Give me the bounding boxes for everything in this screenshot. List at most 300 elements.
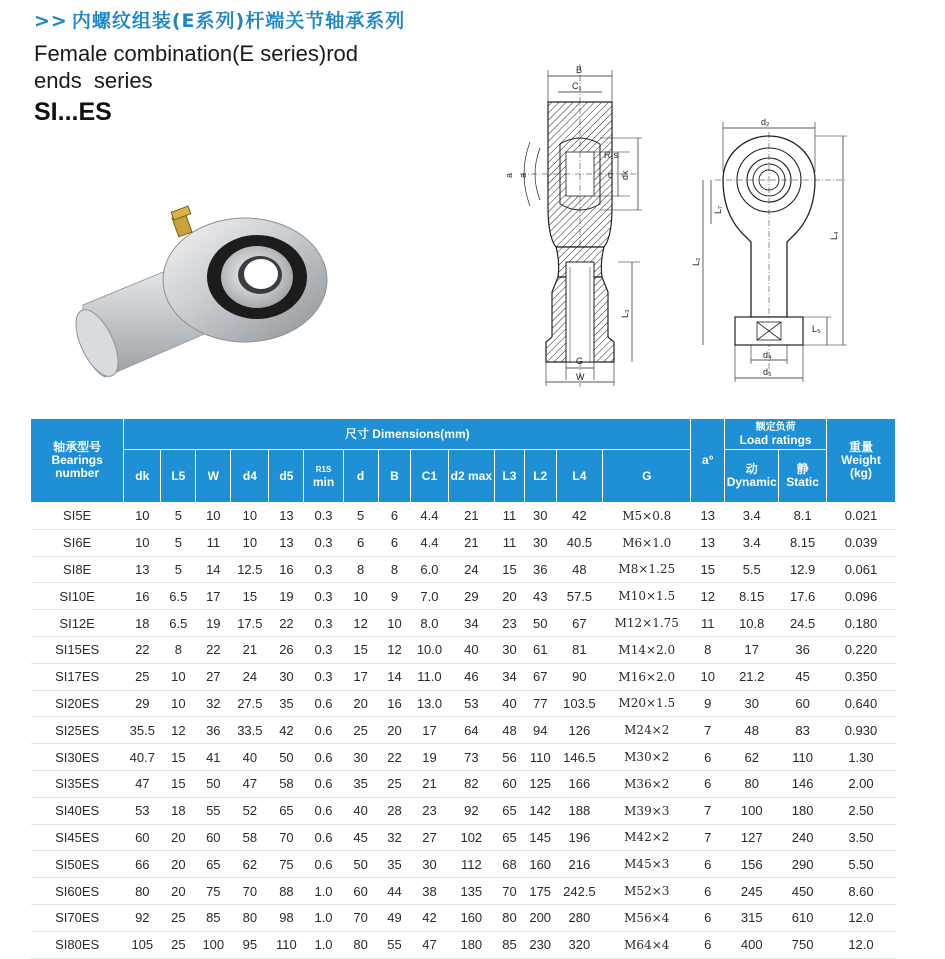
cell-a: 7 [691, 797, 725, 824]
cell-B: 35 [378, 851, 411, 878]
cell-bearing-number: SI17ES [31, 663, 124, 690]
cell-d4: 58 [231, 824, 269, 851]
cell-d4: 27.5 [231, 690, 269, 717]
cell-C1: 30 [411, 851, 448, 878]
cell-weight: 0.180 [826, 610, 895, 637]
cell-L5: 6.5 [161, 583, 196, 610]
cell-d5: 22 [269, 610, 304, 637]
cell-W: 22 [196, 636, 231, 663]
cell-W: 32 [196, 690, 231, 717]
cell-d: 12 [343, 610, 378, 637]
cell-L4: 126 [556, 717, 603, 744]
cell-bearing-number: SI50ES [31, 851, 124, 878]
cell-d5: 70 [269, 824, 304, 851]
cell-L4: 81 [556, 636, 603, 663]
cell-W: 17 [196, 583, 231, 610]
label-d: d [608, 170, 614, 180]
cell-dynamic: 400 [725, 931, 779, 958]
cell-B: 9 [378, 583, 411, 610]
header-G: G [603, 450, 691, 503]
label-L5: L₅ [812, 324, 821, 334]
header-C1: C1 [411, 450, 448, 503]
cell-weight: 0.021 [826, 503, 895, 530]
cell-L3: 85 [495, 931, 525, 958]
cell-weight: 0.096 [826, 583, 895, 610]
cell-L3: 68 [495, 851, 525, 878]
cell-d5: 98 [269, 904, 304, 931]
cell-L2: 50 [524, 610, 556, 637]
cell-L5: 20 [161, 851, 196, 878]
cell-L5: 10 [161, 663, 196, 690]
cell-r1s-min: 0.3 [304, 663, 343, 690]
cell-d4: 80 [231, 904, 269, 931]
cell-W: 85 [196, 904, 231, 931]
cell-C1: 27 [411, 824, 448, 851]
cell-static: 45 [779, 663, 827, 690]
cell-L3: 15 [495, 556, 525, 583]
header-d2max: d2 max [448, 450, 495, 503]
cell-L2: 67 [524, 663, 556, 690]
cell-a: 13 [691, 503, 725, 530]
cell-dynamic: 48 [725, 717, 779, 744]
cell-static: 146 [779, 770, 827, 797]
cell-C1: 19 [411, 744, 448, 771]
cell-r1s-min: 0.6 [304, 824, 343, 851]
cell-d2max: 102 [448, 824, 495, 851]
cell-dk: 60 [124, 824, 161, 851]
cell-C1: 4.4 [411, 503, 448, 530]
cell-L2: 30 [524, 529, 556, 556]
cell-a: 12 [691, 583, 725, 610]
table-row [31, 583, 896, 610]
cell-bearing-number: SI35ES [31, 770, 124, 797]
header-L3: L3 [495, 450, 525, 503]
cell-d4: 21 [231, 636, 269, 663]
cell-d2max: 34 [448, 610, 495, 637]
cell-dk: 105 [124, 931, 161, 958]
cell-bearing-number: SI12E [31, 610, 124, 637]
cell-d4: 17.5 [231, 610, 269, 637]
cell-r1s-min: 1.0 [304, 878, 343, 905]
cell-d4: 70 [231, 878, 269, 905]
cell-r1s-min: 0.6 [304, 851, 343, 878]
cell-L4: 42 [556, 503, 603, 530]
cell-L5: 18 [161, 797, 196, 824]
cell-d: 60 [343, 878, 378, 905]
label-L7: L₇ [713, 205, 723, 214]
cell-dynamic: 10.8 [725, 610, 779, 637]
cell-bearing-number: SI30ES [31, 744, 124, 771]
cell-bearing-number: SI10E [31, 583, 124, 610]
cell-W: 11 [196, 529, 231, 556]
cell-C1: 11.0 [411, 663, 448, 690]
cell-d4: 10 [231, 529, 269, 556]
cell-bearing-number: SI80ES [31, 931, 124, 958]
cell-dynamic: 8.15 [725, 583, 779, 610]
cell-d: 8 [343, 556, 378, 583]
cell-d: 5 [343, 503, 378, 530]
cell-static: 240 [779, 824, 827, 851]
cell-L4: 103.5 [556, 690, 603, 717]
cell-W: 27 [196, 663, 231, 690]
cell-d: 20 [343, 690, 378, 717]
cell-bearing-number: SI6E [31, 529, 124, 556]
cell-G: M24×2 [603, 717, 691, 744]
table-row [31, 610, 896, 637]
cell-L4: 320 [556, 931, 603, 958]
table-row [31, 797, 896, 824]
cell-C1: 6.0 [411, 556, 448, 583]
table-row [31, 556, 896, 583]
cell-d2max: 73 [448, 744, 495, 771]
cell-L4: 57.5 [556, 583, 603, 610]
header-static [779, 450, 827, 503]
cell-L2: 110 [524, 744, 556, 771]
header-dynamic [725, 450, 779, 503]
table-row [31, 717, 896, 744]
title-english-line1: Female combination(E series)rod [34, 41, 359, 66]
cell-static: 290 [779, 851, 827, 878]
cell-d4: 52 [231, 797, 269, 824]
cell-L2: 200 [524, 904, 556, 931]
cell-dynamic: 17 [725, 636, 779, 663]
cell-d2max: 112 [448, 851, 495, 878]
cell-d: 50 [343, 851, 378, 878]
cell-dk: 53 [124, 797, 161, 824]
label-d4: d₄ [763, 350, 772, 360]
cell-static: 12.9 [779, 556, 827, 583]
cell-d5: 110 [269, 931, 304, 958]
cell-r1s-min: 1.0 [304, 904, 343, 931]
header-W: W [196, 450, 231, 503]
cell-a: 6 [691, 770, 725, 797]
cell-d4: 12.5 [231, 556, 269, 583]
cell-dk: 10 [124, 503, 161, 530]
header-weight-cn: 重量 [848, 440, 873, 454]
header-load-ratings [725, 419, 827, 450]
header-load-en: Load ratings [739, 433, 812, 447]
cell-B: 20 [378, 717, 411, 744]
cell-d5: 19 [269, 583, 304, 610]
title-arrows: >> [34, 10, 68, 32]
cell-L2: 36 [524, 556, 556, 583]
cell-a: 7 [691, 824, 725, 851]
cell-d4: 33.5 [231, 717, 269, 744]
cell-dk: 35.5 [124, 717, 161, 744]
cell-G: M30×2 [603, 744, 691, 771]
cell-a: 6 [691, 851, 725, 878]
cell-L5: 25 [161, 931, 196, 958]
table-row [31, 931, 896, 958]
cell-r1s-min: 0.3 [304, 610, 343, 637]
cell-bearing-number: SI25ES [31, 717, 124, 744]
cell-L3: 11 [495, 529, 525, 556]
cell-dynamic: 156 [725, 851, 779, 878]
cell-d5: 16 [269, 556, 304, 583]
cell-dk: 92 [124, 904, 161, 931]
cell-a: 10 [691, 663, 725, 690]
header-r1s [304, 450, 343, 503]
header-weight-unit: (kg) [849, 466, 872, 480]
cell-W: 75 [196, 878, 231, 905]
cell-L3: 56 [495, 744, 525, 771]
label-L2: L₂ [691, 257, 701, 266]
header-dynamic-cn: 动 [745, 462, 758, 476]
cell-d: 25 [343, 717, 378, 744]
cell-L3: 11 [495, 503, 525, 530]
cell-W: 19 [196, 610, 231, 637]
cell-G: M8×1.25 [603, 556, 691, 583]
cell-d4: 62 [231, 851, 269, 878]
cell-d2max: 24 [448, 556, 495, 583]
cell-d: 6 [343, 529, 378, 556]
cell-a: 8 [691, 636, 725, 663]
cell-r1s-min: 0.6 [304, 797, 343, 824]
label-G: G [576, 356, 584, 366]
header-B: B [378, 450, 411, 503]
cell-d2max: 82 [448, 770, 495, 797]
cell-static: 610 [779, 904, 827, 931]
outline-drawing [691, 112, 855, 392]
cell-static: 36 [779, 636, 827, 663]
cell-bearing-number: SI5E [31, 503, 124, 530]
table-row [31, 851, 896, 878]
cell-L5: 5 [161, 556, 196, 583]
cell-bearing-number: SI40ES [31, 797, 124, 824]
header-L5: L5 [161, 450, 196, 503]
cell-B: 12 [378, 636, 411, 663]
cell-C1: 17 [411, 717, 448, 744]
cell-G: M64×4 [603, 931, 691, 958]
cell-B: 32 [378, 824, 411, 851]
cell-a: 6 [691, 931, 725, 958]
cell-weight: 12.0 [826, 904, 895, 931]
table-row [31, 690, 896, 717]
header-bearing-en1: Bearings [51, 453, 103, 467]
cell-G: M52×3 [603, 878, 691, 905]
cell-C1: 4.4 [411, 529, 448, 556]
cell-L3: 34 [495, 663, 525, 690]
cell-d5: 75 [269, 851, 304, 878]
cell-dk: 29 [124, 690, 161, 717]
cell-weight: 5.50 [826, 851, 895, 878]
cell-L2: 142 [524, 797, 556, 824]
cell-C1: 42 [411, 904, 448, 931]
cell-static: 750 [779, 931, 827, 958]
cell-G: M10×1.5 [603, 583, 691, 610]
header-a: a° [691, 419, 725, 503]
label-R1s: R₁s [604, 150, 619, 160]
cell-L4: 216 [556, 851, 603, 878]
table-row [31, 663, 896, 690]
cell-r1s-min: 0.6 [304, 770, 343, 797]
cell-dk: 80 [124, 878, 161, 905]
cell-L3: 70 [495, 878, 525, 905]
cell-L4: 146.5 [556, 744, 603, 771]
cell-bearing-number: SI15ES [31, 636, 124, 663]
label-a2: a [518, 172, 528, 178]
cell-weight: 12.0 [826, 931, 895, 958]
cell-C1: 7.0 [411, 583, 448, 610]
title-chinese [34, 6, 405, 33]
cell-r1s-min: 0.3 [304, 556, 343, 583]
label-dk: dk [620, 170, 630, 180]
cell-L5: 15 [161, 770, 196, 797]
cell-W: 41 [196, 744, 231, 771]
header-static-en: Static [786, 475, 819, 489]
table-row [31, 529, 896, 556]
cell-dk: 47 [124, 770, 161, 797]
cell-d5: 50 [269, 744, 304, 771]
cell-B: 44 [378, 878, 411, 905]
header-d4: d4 [231, 450, 269, 503]
title-english-line2: ends series [34, 68, 153, 93]
cell-weight: 0.640 [826, 690, 895, 717]
cell-C1: 47 [411, 931, 448, 958]
cell-a: 7 [691, 717, 725, 744]
cell-d2max: 21 [448, 503, 495, 530]
cell-B: 16 [378, 690, 411, 717]
cell-L5: 12 [161, 717, 196, 744]
cell-L5: 6.5 [161, 610, 196, 637]
cell-dk: 22 [124, 636, 161, 663]
cell-static: 450 [779, 878, 827, 905]
header-bearing-number [31, 419, 124, 503]
cell-bearing-number: SI45ES [31, 824, 124, 851]
cell-L2: 175 [524, 878, 556, 905]
cell-d2max: 46 [448, 663, 495, 690]
cell-L4: 48 [556, 556, 603, 583]
cell-B: 49 [378, 904, 411, 931]
cell-L2: 43 [524, 583, 556, 610]
cell-r1s-min: 1.0 [304, 931, 343, 958]
cell-G: M39×3 [603, 797, 691, 824]
cell-G: M45×3 [603, 851, 691, 878]
cell-d4: 15 [231, 583, 269, 610]
cell-L2: 30 [524, 503, 556, 530]
label-d2: d₂ [761, 117, 770, 127]
cell-static: 24.5 [779, 610, 827, 637]
cell-weight: 1.30 [826, 744, 895, 771]
cell-B: 6 [378, 503, 411, 530]
cell-static: 17.6 [779, 583, 827, 610]
cell-dk: 13 [124, 556, 161, 583]
table-row [31, 878, 896, 905]
cell-weight: 0.930 [826, 717, 895, 744]
cell-a: 9 [691, 690, 725, 717]
table-row [31, 770, 896, 797]
cell-dynamic: 3.4 [725, 529, 779, 556]
cell-dynamic: 62 [725, 744, 779, 771]
series-code: SI...ES [34, 98, 112, 126]
cell-d2max: 64 [448, 717, 495, 744]
cell-r1s-min: 0.6 [304, 744, 343, 771]
cell-a: 15 [691, 556, 725, 583]
cell-G: M36×2 [603, 770, 691, 797]
cell-weight: 2.00 [826, 770, 895, 797]
cell-L4: 67 [556, 610, 603, 637]
header-d5: d5 [269, 450, 304, 503]
cell-W: 60 [196, 824, 231, 851]
cell-r1s-min: 0.6 [304, 717, 343, 744]
cell-weight: 8.60 [826, 878, 895, 905]
cell-L2: 61 [524, 636, 556, 663]
cell-L3: 40 [495, 690, 525, 717]
header-dynamic-en: Dynamic [726, 475, 777, 489]
header-bearing-cn: 轴承型号 [53, 440, 102, 454]
cell-W: 100 [196, 931, 231, 958]
spec-table [30, 418, 896, 959]
cell-static: 83 [779, 717, 827, 744]
header-load-cn: 额定负荷 [755, 422, 796, 433]
cell-d2max: 21 [448, 529, 495, 556]
cell-L3: 30 [495, 636, 525, 663]
cell-L2: 230 [524, 931, 556, 958]
cell-L2: 77 [524, 690, 556, 717]
cell-weight: 0.220 [826, 636, 895, 663]
cell-d2max: 29 [448, 583, 495, 610]
cell-B: 10 [378, 610, 411, 637]
cell-L3: 65 [495, 797, 525, 824]
cell-d: 30 [343, 744, 378, 771]
cell-bearing-number: SI60ES [31, 878, 124, 905]
cell-L5: 5 [161, 503, 196, 530]
cell-dk: 25 [124, 663, 161, 690]
cell-B: 14 [378, 663, 411, 690]
cell-L5: 15 [161, 744, 196, 771]
cell-weight: 0.039 [826, 529, 895, 556]
cell-d: 15 [343, 636, 378, 663]
header-L2: L2 [524, 450, 556, 503]
cell-L4: 196 [556, 824, 603, 851]
cell-d2max: 53 [448, 690, 495, 717]
cell-L3: 20 [495, 583, 525, 610]
cell-a: 11 [691, 610, 725, 637]
cell-L3: 80 [495, 904, 525, 931]
cell-L5: 20 [161, 878, 196, 905]
cell-a: 13 [691, 529, 725, 556]
cell-dk: 16 [124, 583, 161, 610]
cell-d2max: 92 [448, 797, 495, 824]
table-row [31, 904, 896, 931]
cell-L3: 65 [495, 824, 525, 851]
cell-a: 6 [691, 744, 725, 771]
cell-L2: 160 [524, 851, 556, 878]
cell-r1s-min: 0.3 [304, 583, 343, 610]
cell-L2: 125 [524, 770, 556, 797]
cell-d5: 42 [269, 717, 304, 744]
cell-static: 8.1 [779, 503, 827, 530]
cell-d5: 13 [269, 529, 304, 556]
cell-d5: 13 [269, 503, 304, 530]
header-dimensions: 尺寸 Dimensions(mm) [124, 419, 691, 450]
cell-W: 36 [196, 717, 231, 744]
cell-d5: 88 [269, 878, 304, 905]
cell-L3: 60 [495, 770, 525, 797]
cell-L5: 10 [161, 690, 196, 717]
cell-d: 40 [343, 797, 378, 824]
cell-dynamic: 21.2 [725, 663, 779, 690]
table-row [31, 824, 896, 851]
cell-d2max: 40 [448, 636, 495, 663]
cell-d: 10 [343, 583, 378, 610]
cell-d4: 10 [231, 503, 269, 530]
cell-dynamic: 80 [725, 770, 779, 797]
cell-d5: 58 [269, 770, 304, 797]
cell-d: 35 [343, 770, 378, 797]
cell-G: M20×1.5 [603, 690, 691, 717]
label-L3: L₃ [620, 309, 630, 318]
